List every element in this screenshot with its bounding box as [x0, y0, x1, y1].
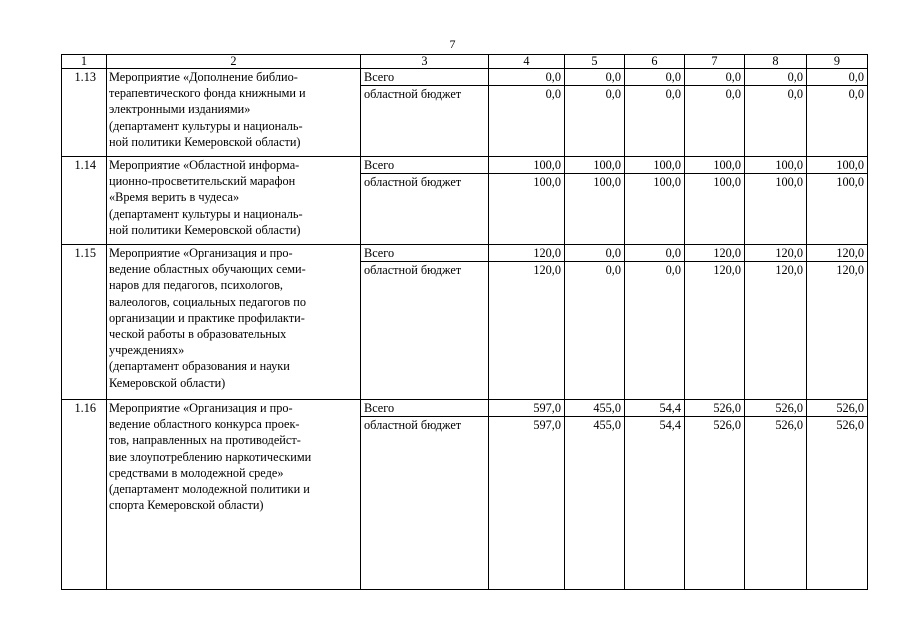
amount-cell	[565, 245, 625, 400]
amount-value: 0,0	[807, 85, 867, 102]
col-header-1: 1	[62, 55, 107, 69]
amount-cell	[489, 400, 565, 590]
funding-source-label: областной бюджет	[361, 173, 488, 190]
col-header-8: 8	[745, 55, 807, 69]
amount-value: 54,4	[659, 401, 681, 415]
row-id: 1.15	[62, 245, 107, 400]
amount-value: 54,4	[625, 416, 684, 433]
amount-value: 526,0	[745, 416, 806, 433]
amount-value: 100,0	[685, 173, 744, 190]
amount-cell	[489, 245, 565, 400]
amount-value: 120,0	[775, 246, 803, 260]
amount-value: 526,0	[775, 401, 803, 415]
amount-value: 597,0	[489, 416, 564, 433]
amount-cell	[685, 157, 745, 245]
row-id: 1.14	[62, 157, 107, 245]
amount-cell	[745, 245, 807, 400]
row-id: 1.16	[62, 400, 107, 590]
amount-value: 0,0	[787, 70, 803, 84]
table-row	[62, 400, 868, 590]
col-header-2: 2	[107, 55, 361, 69]
amount-value: 0,0	[725, 70, 741, 84]
amount-value: 0,0	[545, 70, 561, 84]
amount-value: 100,0	[807, 173, 867, 190]
amount-value: 0,0	[848, 70, 864, 84]
amount-value: 0,0	[685, 85, 744, 102]
col-header-3: 3	[361, 55, 489, 69]
amount-value: 120,0	[836, 246, 864, 260]
funding-source-label: областной бюджет	[361, 416, 488, 433]
amount-cell	[685, 400, 745, 590]
amount-value: 597,0	[533, 401, 561, 415]
amount-value: 100,0	[745, 173, 806, 190]
amount-cell	[625, 69, 685, 157]
amount-cell	[565, 69, 625, 157]
funding-source-cell	[361, 69, 489, 157]
amount-value: 100,0	[775, 158, 803, 172]
table-row	[62, 157, 868, 245]
event-description: Мероприятие «Организация и про- ведение областного конкурса проек- тов, направленных на противодейст- вие злоупотреблению наркотическими средствами в молодежной среде» (департамент молодежной политики и спорта Кемеровской области)	[107, 400, 361, 590]
amount-value: 120,0	[713, 246, 741, 260]
amount-value: 100,0	[713, 158, 741, 172]
funding-source-cell	[361, 157, 489, 245]
funding-source-label: Всего	[364, 70, 395, 84]
amount-value: 0,0	[625, 261, 684, 278]
col-header-5: 5	[565, 55, 625, 69]
amount-cell	[489, 69, 565, 157]
amount-value: 120,0	[685, 261, 744, 278]
amount-value: 526,0	[713, 401, 741, 415]
amount-value: 100,0	[593, 158, 621, 172]
amount-value: 0,0	[489, 85, 564, 102]
col-header-7: 7	[685, 55, 745, 69]
table-row	[62, 245, 868, 400]
amount-value: 120,0	[533, 246, 561, 260]
event-description: Мероприятие «Областной информа- ционно-просветительский марафон «Время верить в чудеса» (департамент культуры и националь- ной политики Кемеровской области)	[107, 157, 361, 245]
amount-value: 455,0	[565, 416, 624, 433]
amount-cell	[807, 400, 868, 590]
amount-cell	[685, 245, 745, 400]
amount-value: 0,0	[565, 261, 624, 278]
amount-value: 0,0	[665, 246, 681, 260]
funding-source-label: Всего	[364, 246, 395, 260]
funding-source-cell	[361, 400, 489, 590]
amount-value: 100,0	[533, 158, 561, 172]
funding-source-cell	[361, 245, 489, 400]
amount-cell	[625, 245, 685, 400]
amount-value: 0,0	[665, 70, 681, 84]
amount-value: 120,0	[489, 261, 564, 278]
page-number: 7	[449, 37, 456, 51]
amount-cell	[807, 245, 868, 400]
col-header-4: 4	[489, 55, 565, 69]
amount-cell	[625, 157, 685, 245]
amount-cell	[745, 157, 807, 245]
amount-cell	[807, 157, 868, 245]
amount-value: 526,0	[685, 416, 744, 433]
row-id: 1.13	[62, 69, 107, 157]
amount-cell	[685, 69, 745, 157]
amount-value: 0,0	[605, 246, 621, 260]
amount-cell	[745, 69, 807, 157]
funding-source-label: Всего	[364, 401, 395, 415]
amount-cell	[565, 157, 625, 245]
col-header-9: 9	[807, 55, 868, 69]
amount-value: 100,0	[625, 173, 684, 190]
amount-cell	[489, 157, 565, 245]
col-header-6: 6	[625, 55, 685, 69]
amount-value: 455,0	[593, 401, 621, 415]
table-row	[62, 69, 868, 157]
amount-value: 0,0	[605, 70, 621, 84]
funding-source-label: областной бюджет	[361, 261, 488, 278]
amount-value: 100,0	[653, 158, 681, 172]
amount-value: 0,0	[625, 85, 684, 102]
amount-value: 0,0	[565, 85, 624, 102]
amount-value: 120,0	[807, 261, 867, 278]
amount-cell	[745, 400, 807, 590]
amount-value: 100,0	[836, 158, 864, 172]
funding-source-label: областной бюджет	[361, 85, 488, 102]
event-description: Мероприятие «Организация и про- ведение областных обучающих семи- наров для педагогов, психологов, валеологов, социальных педагогов по организации и практике профилакти- ческой работы в образовательных учреждениях» (департамент образования и науки Кемеровской области)	[107, 245, 361, 400]
amount-value: 526,0	[836, 401, 864, 415]
amount-value: 526,0	[807, 416, 867, 433]
amount-value: 120,0	[745, 261, 806, 278]
amount-value: 0,0	[745, 85, 806, 102]
budget-table	[61, 54, 868, 590]
funding-source-label: Всего	[364, 158, 395, 172]
amount-value: 100,0	[565, 173, 624, 190]
event-description: Мероприятие «Дополнение библио- терапевтического фонда книжными и электронными изданиями» (департамент культуры и националь- ной политики Кемеровской области)	[107, 69, 361, 157]
header-row	[62, 55, 868, 69]
amount-cell	[625, 400, 685, 590]
amount-value: 100,0	[489, 173, 564, 190]
amount-cell	[807, 69, 868, 157]
amount-cell	[565, 400, 625, 590]
